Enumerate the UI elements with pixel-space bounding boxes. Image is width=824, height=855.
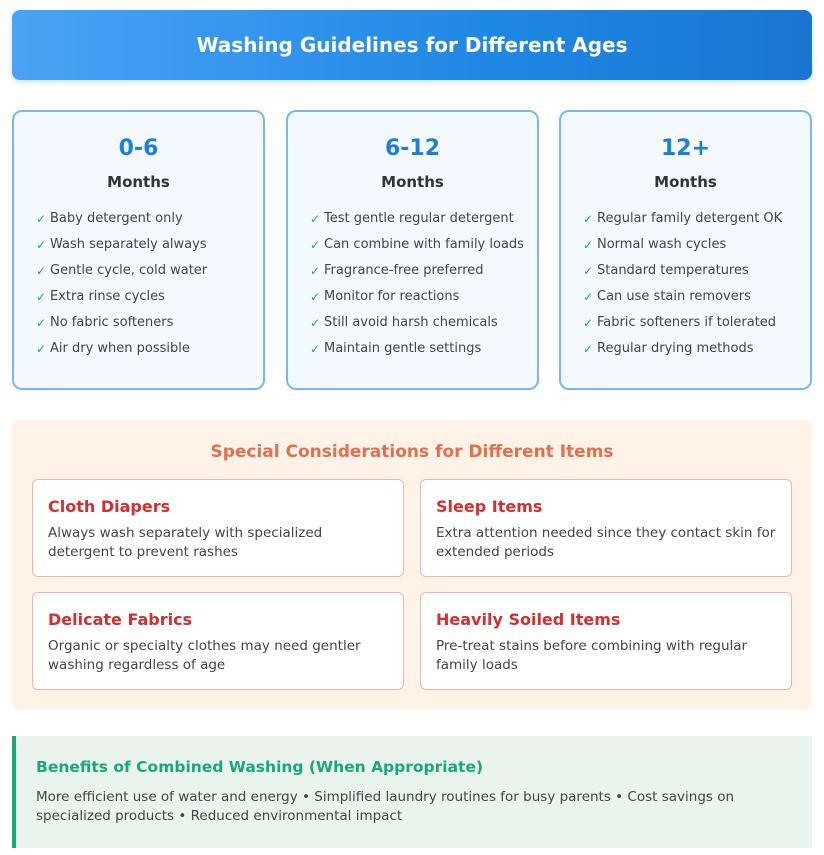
- list-item-label: Baby detergent only: [50, 211, 183, 226]
- check-icon: ✓: [583, 342, 594, 356]
- check-icon: ✓: [310, 264, 321, 278]
- age-card-6-12: [286, 110, 539, 390]
- check-icon: ✓: [583, 238, 594, 252]
- list-item-label: Can combine with family loads: [324, 237, 524, 252]
- list-item: [36, 206, 263, 232]
- item-description: Always wash separately with specialized detergent to prevent rashes: [48, 525, 323, 560]
- item-title: Cloth Diapers: [48, 497, 171, 516]
- guideline-list: [14, 206, 263, 362]
- item-title: Sleep Items: [436, 497, 543, 516]
- item-card-sleep-items: [420, 479, 792, 577]
- list-item: [310, 258, 537, 284]
- list-item-label: Monitor for reactions: [324, 289, 460, 304]
- list-item: [36, 310, 263, 336]
- item-card-heavily-soiled: [420, 592, 792, 690]
- item-title: Delicate Fabrics: [48, 610, 193, 629]
- list-item: [310, 284, 537, 310]
- list-item-label: Test gentle regular detergent: [324, 211, 514, 226]
- age-unit: Months: [107, 173, 170, 191]
- check-icon: ✓: [310, 212, 321, 226]
- list-item: [583, 310, 810, 336]
- list-item-label: Normal wash cycles: [597, 237, 727, 252]
- list-item: [310, 310, 537, 336]
- benefits-panel: [12, 736, 812, 848]
- list-item-label: Gentle cycle, cold water: [50, 263, 208, 278]
- item-card-delicate-fabrics: [32, 592, 404, 690]
- header-banner: [12, 10, 812, 80]
- benefits-title: Benefits of Combined Washing (When Appropriate): [36, 758, 484, 776]
- age-range: 6-12: [384, 136, 441, 161]
- list-item-label: Standard temperatures: [597, 263, 749, 278]
- list-item-label: Fabric softeners if tolerated: [597, 315, 777, 330]
- check-icon: ✓: [310, 342, 321, 356]
- list-item: [36, 336, 263, 362]
- list-item-label: Extra rinse cycles: [50, 289, 165, 304]
- check-icon: ✓: [310, 316, 321, 330]
- age-card-0-6: [12, 110, 265, 390]
- list-item: [583, 284, 810, 310]
- list-item: [36, 232, 263, 258]
- age-unit: Months: [654, 173, 717, 191]
- item-description: Organic or specialty clothes may need gentler washing regardless of age: [48, 638, 361, 673]
- check-icon: ✓: [583, 264, 594, 278]
- check-icon: ✓: [36, 316, 47, 330]
- check-icon: ✓: [36, 264, 47, 278]
- list-item-label: Wash separately always: [50, 237, 207, 252]
- check-icon: ✓: [583, 290, 594, 304]
- age-range: 0-6: [118, 136, 159, 161]
- section-title: Special Considerations for Different Items: [210, 442, 614, 462]
- list-item: [310, 206, 537, 232]
- age-card-12-plus: [559, 110, 812, 390]
- age-unit: Months: [381, 173, 444, 191]
- list-item: [583, 232, 810, 258]
- list-item: [310, 336, 537, 362]
- check-icon: ✓: [36, 238, 47, 252]
- check-icon: ✓: [583, 212, 594, 226]
- list-item: [583, 206, 810, 232]
- list-item-label: Air dry when possible: [50, 341, 190, 356]
- list-item-label: Maintain gentle settings: [324, 341, 482, 356]
- check-icon: ✓: [583, 316, 594, 330]
- list-item-label: No fabric softeners: [50, 315, 174, 330]
- list-item-label: Can use stain removers: [597, 289, 751, 304]
- item-title: Heavily Soiled Items: [436, 610, 621, 629]
- check-icon: ✓: [36, 212, 47, 226]
- check-icon: ✓: [310, 238, 321, 252]
- guideline-list: [561, 206, 810, 362]
- list-item: [36, 284, 263, 310]
- benefits-text: More efficient use of water and energy • Simplified laundry routines for busy parents • Cost savings on specialized products • Reduced environmental impact: [36, 789, 735, 824]
- guideline-list: [288, 206, 537, 362]
- item-description: Extra attention needed since they contact skin for extended periods: [436, 525, 776, 560]
- list-item-label: Fragrance-free preferred: [324, 263, 484, 278]
- age-range: 12+: [660, 136, 711, 161]
- list-item-label: Regular family detergent OK: [597, 211, 783, 226]
- list-item: [310, 232, 537, 258]
- check-icon: ✓: [310, 290, 321, 304]
- list-item: [583, 336, 810, 362]
- item-description: Pre-treat stains before combining with regular family loads: [436, 638, 748, 673]
- list-item-label: Still avoid harsh chemicals: [324, 315, 498, 330]
- item-card-cloth-diapers: [32, 479, 404, 577]
- list-item: [583, 258, 810, 284]
- check-icon: ✓: [36, 290, 47, 304]
- special-considerations-panel: [12, 420, 812, 710]
- list-item: [36, 258, 263, 284]
- list-item-label: Regular drying methods: [597, 341, 754, 356]
- check-icon: ✓: [36, 342, 47, 356]
- page-title: Washing Guidelines for Different Ages: [196, 33, 628, 57]
